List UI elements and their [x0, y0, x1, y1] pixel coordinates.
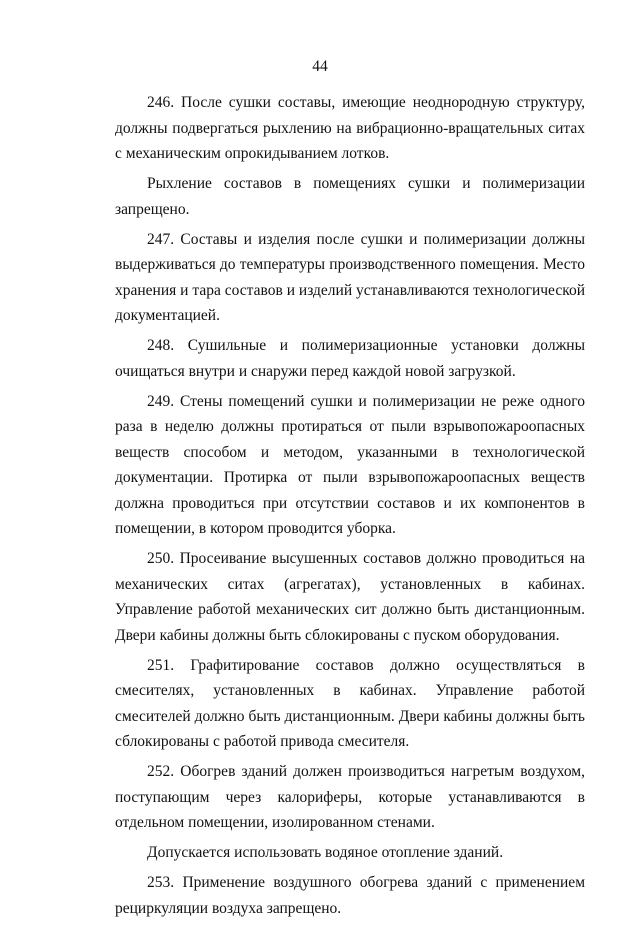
paragraph-250: 250. Просеивание высушенных составов должно проводиться на механических ситах (агрегатах), установленных в кабинах. Управление работой механических сит должно быть дистанционным. Двери кабины должны быть сблокированы с пуском оборудования.	[115, 550, 585, 644]
paragraph-247: 247. Составы и изделия после сушки и полимеризации должны выдерживаться до температуры производственного помещения. Место хранения и тара составов и изделий устанавливаются технологической документацией.	[115, 230, 585, 324]
document-body	[115, 90, 585, 926]
paragraph-246: 246. После сушки составы, имеющие неоднородную структуру, должны подвергаться рыхлению на вибрационно-вращательных ситах с механическим опрокидыванием лотков.	[115, 94, 585, 162]
paragraph-252: 252. Обогрев зданий должен производиться нагретым воздухом, поступающим через калориферы, которые устанавливаются в отдельном помещении, изолированном стенами.	[115, 763, 585, 831]
paragraph-252-note: Допускается использовать водяное отопление зданий.	[147, 844, 504, 861]
paragraph-248: 248. Сушильные и полимеризационные установки должны очищаться внутри и снаружи перед каждой новой загрузкой.	[115, 337, 585, 380]
paragraph-253: 253. Применение воздушного обогрева зданий с применением рециркуляции воздуха запрещено.	[115, 874, 585, 917]
paragraph-251: 251. Графитирование составов должно осуществляться в смесителях, установленных в кабинах. Управление работой смесителей должно быть дистанционным. Двери кабины должны быть сблокированы с работой привода смесителя.	[115, 656, 585, 750]
page-number: 44	[312, 58, 328, 75]
paragraph-246-note: Рыхление составов в помещениях сушки и полимеризации запрещено.	[115, 175, 585, 218]
paragraph-249: 249. Стены помещений сушки и полимеризации не реже одного раза в неделю должны протираться от пыли взрывопожароопасных веществ способом и методом, указанными в технологической документации. Протирка от пыли взрывопожароопасных веществ должна проводиться при отсутствии составов и их компонентов в помещении, в котором проводится уборка.	[115, 392, 585, 537]
